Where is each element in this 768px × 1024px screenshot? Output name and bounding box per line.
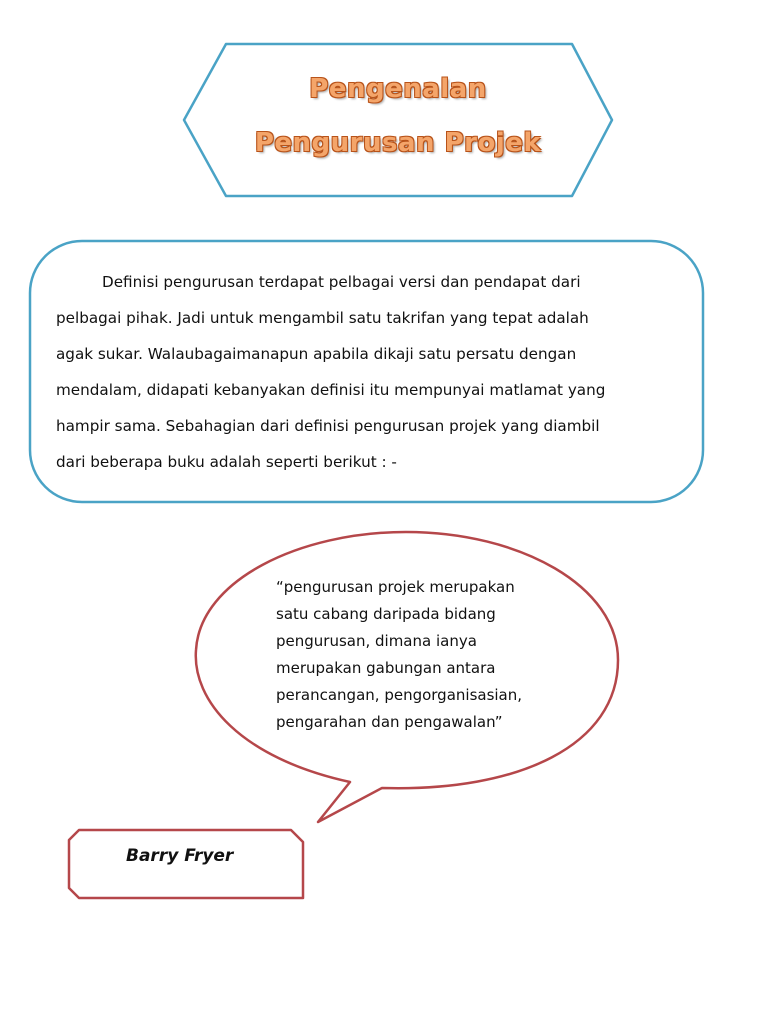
intro-line: Definisi pengurusan terdapat pelbagai versi dan pendapat dari xyxy=(102,273,581,291)
intro-paragraph xyxy=(56,264,656,480)
intro-line: hampir sama. Sebahagian dari definisi pengurusan projek yang diambil xyxy=(56,417,600,435)
quote-line: pengarahan dan pengawalan” xyxy=(276,713,503,731)
intro-line: dari beberapa buku adalah seperti berikut : - xyxy=(56,453,397,471)
quote-line: merupakan gabungan antara xyxy=(276,659,496,677)
title-hexagon xyxy=(184,44,612,196)
intro-line: mendalam, didapati kebanyakan definisi itu mempunyai matlamat yang xyxy=(56,381,606,399)
title-line-2: Pengurusan Projek xyxy=(254,128,542,158)
quote-line: pengurusan, dimana ianya xyxy=(276,632,477,650)
intro-line: agak sukar. Walaubagaimanapun apabila dikaji satu persatu dengan xyxy=(56,345,577,363)
quote-text xyxy=(276,574,576,736)
quote-line: satu cabang daripada bidang xyxy=(276,605,496,623)
intro-line: pelbagai pihak. Jadi untuk mengambil satu takrifan yang tepat adalah xyxy=(56,309,589,327)
title-line-1: Pengenalan xyxy=(309,74,487,104)
quote-line: “pengurusan projek merupakan xyxy=(276,578,515,596)
quote-line: perancangan, pengorganisasian, xyxy=(276,686,523,704)
author-name: Barry Fryer xyxy=(126,846,234,866)
